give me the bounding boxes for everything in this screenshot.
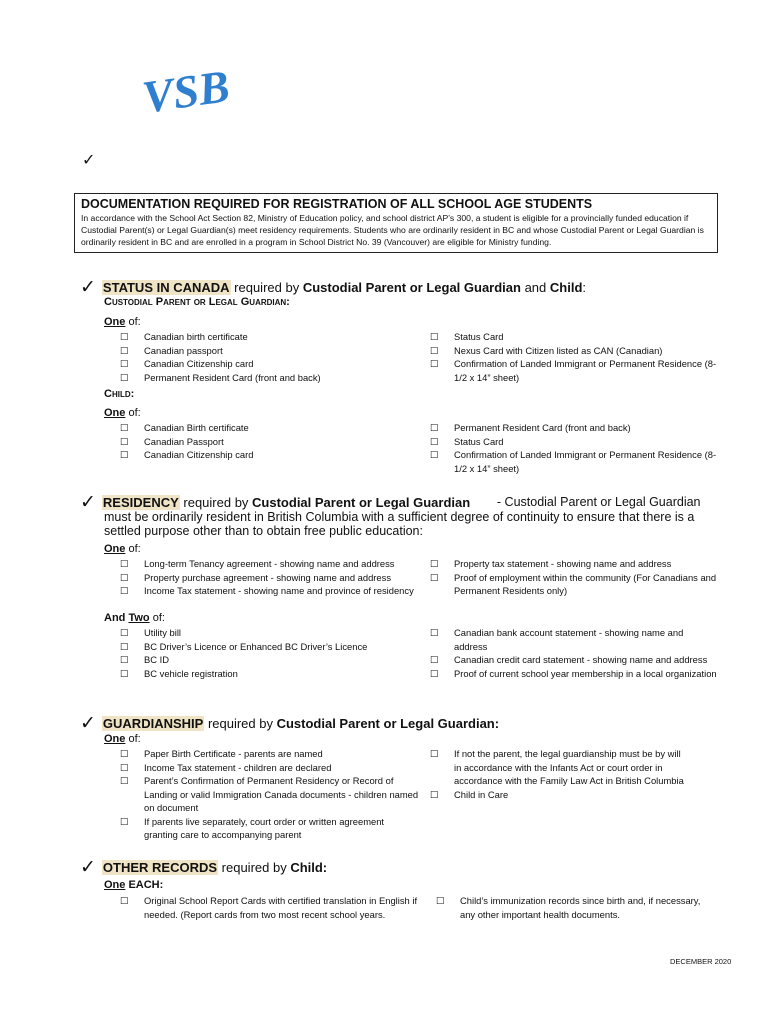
residency-one-left [120, 557, 432, 598]
vsb-logo-text: VSB [139, 60, 233, 123]
list-item [430, 421, 718, 435]
list-item [436, 894, 706, 921]
list-item [430, 653, 718, 667]
checkbox-icon: ☐ [430, 331, 439, 342]
checkbox-icon: ☐ [120, 422, 129, 433]
intro-text: In accordance with the School Act Section 82, Ministry of Education policy, and school district AP’s 300, a student is eligible for a provincially funded education if Custodial Parent(s) or Legal Guardian(s) meet residency requirements. Students who are ordinarily resident in BC and whose Custodial Parent or Legal Guardian is ordinarily resident in BC and are enrolled in a program in School District No. 39 (Vancouver) are eligible for Ministry funding. [81, 213, 704, 247]
residency-two-list [120, 626, 720, 680]
other-right [436, 894, 706, 921]
checkbox-icon: ☐ [430, 667, 439, 679]
one-word: One [104, 543, 126, 555]
list-item [430, 357, 718, 384]
checkbox-icon: ☐ [120, 627, 129, 638]
list-item-text: If not the parent, the legal guardianship must be by will in accordance with the Infants Act or court order in accordance with the Family Law Act in British Columbia [454, 748, 684, 786]
residency-desc-text: - Custodial Parent or Legal Guardian must be ordinarily resident in British Columbia with a sufficient degree of continuity to ensure that there is a settled purpose other than to obtain free public education: [104, 495, 701, 538]
status-child-left [120, 421, 432, 475]
guardianship-list [120, 747, 720, 842]
checkmark-icon: ✓ [80, 713, 96, 734]
and-word: And [104, 612, 129, 624]
guardianship-left [120, 747, 420, 842]
guardianship-who: Custodial Parent or Legal Guardian: [276, 716, 500, 731]
list-item-text: Confirmation of Landed Immigrant or Permanent Residence (8-1/2 x 14” sheet) [454, 449, 717, 474]
status-parent-right [430, 330, 718, 384]
one-of-label [104, 733, 141, 745]
one-of-label [104, 407, 141, 419]
other-highlight: OTHER RECORDS [102, 860, 218, 875]
list-item [430, 448, 718, 475]
two-of-rest: of: [149, 612, 165, 624]
status-parent-list [120, 330, 720, 384]
one-word: One [104, 316, 126, 328]
residency-mid: required by [179, 495, 253, 510]
checkbox-icon: ☐ [430, 571, 439, 583]
list-item-text: Proof of current school year membership in a local organization [454, 667, 717, 679]
list-item-text: Property purchase agreement - showing name and address [144, 571, 392, 583]
list-item-text: Permanent Resident Card (front and back) [454, 422, 631, 433]
list-item [430, 747, 690, 788]
list-item [120, 357, 432, 371]
list-item-text: Canadian birth certificate [144, 331, 248, 342]
guardianship-mid: required by [204, 716, 277, 731]
list-item [430, 788, 690, 802]
checkbox-icon: ☐ [120, 761, 129, 773]
status-highlight: STATUS IN CANADA [102, 280, 230, 295]
list-item-text: Status Card [454, 435, 504, 447]
list-item-text: Confirmation of Landed Immigrant or Permanent Residence (8-1/2 x 14” sheet) [454, 358, 717, 383]
list-item-text: BC ID [144, 654, 170, 665]
list-item [120, 626, 432, 640]
checkbox-icon: ☐ [120, 558, 129, 569]
vsb-logo [138, 44, 233, 134]
list-item-text: Parent’s Confirmation of Permanent Residency or Record of Landing or valid Immigration Canada documents - children named on document [144, 775, 419, 813]
guardianship-highlight: GUARDIANSHIP [102, 716, 204, 731]
status-and: and [520, 280, 550, 295]
child-subheading: Child: [104, 388, 135, 400]
checkbox-icon: ☐ [120, 640, 129, 652]
section-guardianship-heading [80, 711, 499, 734]
list-item [120, 371, 432, 385]
checkbox-icon: ☐ [430, 627, 439, 638]
list-item [120, 774, 420, 815]
checkbox-icon: ☐ [120, 895, 129, 906]
checkbox-icon: ☐ [430, 449, 439, 460]
list-item-text: BC Driver’s Licence or Enhanced BC Driver’s Licence [144, 640, 368, 652]
residency-highlight: RESIDENCY [102, 495, 179, 510]
list-item [120, 448, 432, 462]
checkbox-icon: ☐ [430, 654, 439, 665]
list-item [120, 894, 436, 921]
list-item-text: Child’s immunization records since birth and, if necessary, any other important health documents. [460, 895, 701, 920]
list-item [120, 653, 432, 667]
checkbox-icon: ☐ [430, 358, 439, 369]
status-child-right [430, 421, 718, 475]
footer-date: DECEMBER 2020 [670, 957, 732, 966]
list-item-text: If parents live separately, court order or written agreement granting care to accompanying parent [144, 815, 385, 840]
checkmark-icon: ✓ [80, 492, 96, 513]
checkbox-icon: ☐ [430, 344, 439, 356]
one-of-rest: of: [125, 316, 141, 328]
list-item [430, 571, 718, 598]
top-checkmark: ✓ [82, 152, 96, 169]
one-of-rest: of: [125, 543, 141, 555]
one-of-rest: of: [125, 733, 141, 745]
document-title: DOCUMENTATION REQUIRED FOR REGISTRATION OF ALL SCHOOL AGE STUDENTS [81, 197, 593, 211]
list-item [120, 640, 432, 654]
guardianship-right [430, 747, 690, 842]
one-of-label [104, 316, 141, 328]
status-parent-left [120, 330, 432, 384]
checkbox-icon: ☐ [120, 815, 129, 827]
list-item-text: Canadian Citizenship card [144, 449, 254, 460]
other-mid: required by [218, 860, 291, 875]
list-item [430, 626, 718, 653]
checkbox-icon: ☐ [430, 788, 439, 800]
list-item-text: Original School Report Cards with certified translation in English if needed. (Report cards from two most recent school years. [144, 895, 418, 920]
list-item-text: BC vehicle registration [144, 667, 238, 679]
list-item [430, 330, 718, 344]
one-word: One [104, 879, 126, 891]
status-who: Custodial Parent or Legal Guardian [302, 280, 521, 295]
list-item-text: Canadian Passport [144, 435, 224, 447]
list-item [120, 747, 420, 761]
list-item [120, 330, 432, 344]
list-item-text: Income Tax statement - children are declared [144, 761, 332, 773]
checkbox-icon: ☐ [120, 654, 129, 665]
residency-two-left [120, 626, 432, 680]
list-item [120, 571, 432, 585]
list-item [120, 815, 420, 842]
list-item-text: Canadian Birth certificate [144, 422, 249, 433]
residency-description [104, 494, 722, 539]
list-item [120, 557, 432, 571]
list-item [120, 761, 420, 775]
list-item [120, 667, 432, 681]
list-item-text: Proof of employment within the community (For Canadians and Permanent Residents only) [454, 571, 717, 596]
list-item [430, 557, 718, 571]
checkbox-icon: ☐ [120, 748, 129, 759]
checkbox-icon: ☐ [430, 435, 439, 447]
list-item-text: Long-term Tenancy agreement - showing name and address [144, 558, 395, 569]
and-two-of-label [104, 612, 165, 624]
each-rest: EACH: [125, 879, 164, 891]
checkbox-icon: ☐ [120, 331, 129, 342]
checkbox-icon: ☐ [120, 435, 129, 447]
list-item-text: Status Card [454, 331, 504, 342]
list-item [430, 667, 718, 681]
checkbox-icon: ☐ [436, 895, 445, 906]
status-child: Child [549, 280, 583, 295]
checkbox-icon: ☐ [430, 422, 439, 433]
list-item [120, 344, 432, 358]
list-item-text: Permanent Resident Card (front and back) [144, 371, 321, 383]
list-item-text: Property tax statement - showing name and address [454, 558, 672, 569]
other-list [120, 894, 720, 921]
residency-one-list [120, 557, 720, 598]
checkbox-icon: ☐ [120, 571, 129, 583]
checkmark-icon: ✓ [80, 857, 96, 878]
checkbox-icon: ☐ [120, 371, 129, 383]
parent-subheading: Custodial Parent or Legal Guardian: [104, 296, 290, 308]
list-item-text: Utility bill [144, 627, 181, 638]
list-item [120, 435, 432, 449]
list-item-text: Paper Birth Certificate - parents are named [144, 748, 323, 759]
residency-who: Custodial Parent or Legal Guardian [252, 495, 471, 510]
status-mid: required by [230, 280, 303, 295]
other-left [120, 894, 436, 921]
one-of-rest: of: [125, 407, 141, 419]
status-colon: : [582, 280, 587, 295]
checkbox-icon: ☐ [430, 748, 439, 759]
checkbox-icon: ☐ [120, 358, 129, 369]
section-other-heading [80, 855, 327, 878]
two-word: Two [128, 612, 150, 624]
residency-two-right [430, 626, 718, 680]
section-status-heading [80, 275, 586, 298]
checkbox-icon: ☐ [430, 558, 439, 569]
list-item-text: Canadian credit card statement - showing name and address [454, 654, 708, 665]
checkbox-icon: ☐ [120, 344, 129, 356]
one-of-label [104, 543, 141, 555]
list-item-text: Nexus Card with Citizen listed as CAN (Canadian) [454, 344, 663, 356]
list-item-text: Child in Care [454, 788, 509, 800]
one-each-label [104, 879, 163, 891]
list-item [120, 421, 432, 435]
one-word: One [104, 733, 126, 745]
other-who: Child: [290, 860, 328, 875]
checkbox-icon: ☐ [120, 585, 129, 596]
list-item [430, 344, 718, 358]
list-item [430, 435, 718, 449]
list-item-text: Canadian Citizenship card [144, 358, 254, 369]
checkmark-icon: ✓ [80, 277, 96, 298]
status-child-list [120, 421, 720, 475]
list-item-text: Canadian passport [144, 344, 223, 356]
intro-box [74, 193, 718, 253]
list-item [120, 584, 432, 598]
checkbox-icon: ☐ [120, 449, 129, 460]
one-word: One [104, 407, 126, 419]
list-item-text: Canadian bank account statement - showing name and address [454, 627, 684, 652]
list-item-text: Income Tax statement - showing name and province of residency [144, 585, 414, 596]
checkbox-icon: ☐ [120, 667, 129, 679]
checkbox-icon: ☐ [120, 775, 129, 786]
residency-one-right [430, 557, 718, 598]
